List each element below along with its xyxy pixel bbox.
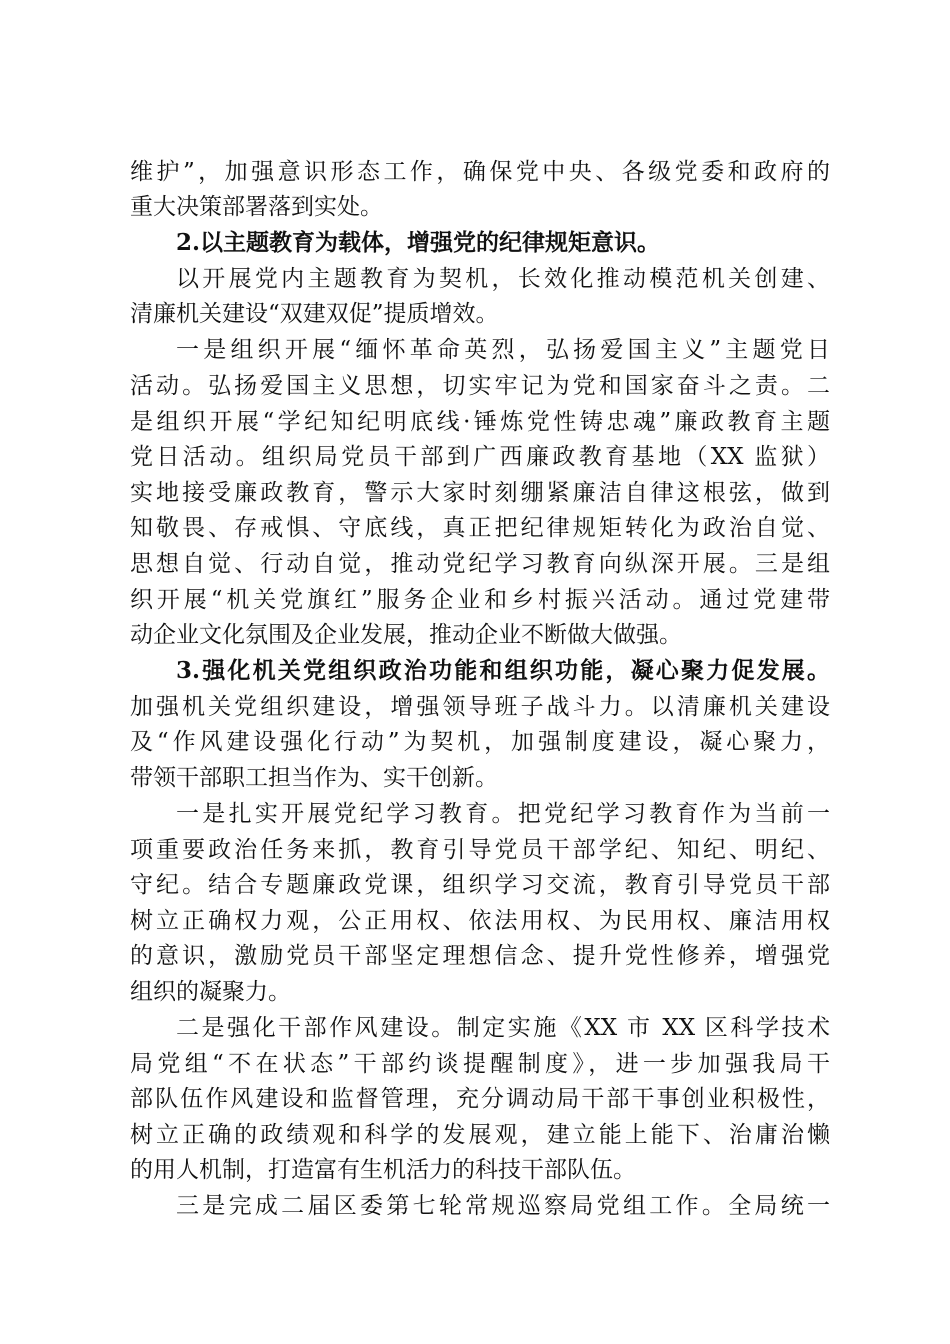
text-line: 加强机关党组织建设，增强领导班子战斗力。以清廉机关建设: [130, 694, 830, 720]
text-line: 一是扎实开展党纪学习教育。把党纪学习教育作为当前一: [176, 801, 830, 827]
text-line: 树立正确权力观，公正用权、依法用权、为民用权、廉洁用权: [130, 908, 830, 934]
text-line: 项重要政治任务来抓，教育引导党员干部学纪、知纪、明纪、: [130, 837, 830, 863]
text-line: 的用人机制，打造富有生机活力的科技干部队伍。: [130, 1157, 636, 1183]
text-line: 思想自觉、行动自觉，推动党纪学习教育向纵深开展。三是组: [130, 551, 830, 577]
text-line: 是组织开展“学纪知纪明底线·锤炼党性铸忠魂”廉政教育主题: [130, 409, 830, 435]
text-line: 动企业文化氛围及企业发展，推动企业不断做大做强。: [130, 622, 682, 648]
section-heading: 3.强化机关党组织政治功能和组织功能，凝心聚力促发展。: [176, 657, 830, 684]
text-line: 维护”，加强意识形态工作，确保党中央、各级党委和政府的: [130, 159, 830, 185]
text-line: 守纪。结合专题廉政党课，组织学习交流，教育引导党员干部: [130, 872, 830, 898]
text-line: 树立正确的政绩观和科学的发展观，建立能上能下、治庸治懒: [130, 1122, 830, 1148]
text-line: 清廉机关建设“双建双促”提质增效。: [130, 301, 499, 327]
text-line: 一是组织开展“缅怀革命英烈，弘扬爱国主义”主题党日: [176, 337, 830, 363]
text-line: 活动。弘扬爱国主义思想，切实牢记为党和国家奋斗之责。二: [130, 373, 830, 399]
text-line: 知敬畏、存戒惧、守底线，真正把纪律规矩转化为政治自觉、: [130, 515, 830, 541]
text-line: 织开展“机关党旗红”服务企业和乡村振兴活动。通过党建带: [130, 587, 830, 613]
text-line: 的意识，激励党员干部坚定理想信念、提升党性修养，增强党: [130, 943, 830, 969]
text-line: 及“作风建设强化行动”为契机，加强制度建设，凝心聚力，: [130, 729, 830, 755]
text-line: 组织的凝聚力。: [130, 979, 291, 1005]
section-heading: 2.以主题教育为载体，增强党的纪律规矩意识。: [176, 229, 661, 256]
text-line: 实地接受廉政教育，警示大家时刻绷紧廉洁自律这根弦，做到: [130, 480, 830, 506]
text-line: 局党组“不在状态”干部约谈提醒制度》，进一步加强我局干: [130, 1051, 830, 1077]
text-line: 党日活动。组织局党员干部到广西廉政教育基地（XX 监狱）: [130, 444, 830, 470]
text-line: 部队伍作风建设和监督管理，充分调动局干部干事创业积极性，: [130, 1086, 830, 1112]
text-line: 重大决策部署落到实处。: [130, 194, 383, 220]
text-line: 二是强化干部作风建设。制定实施《XX 市 XX 区科学技术: [176, 1015, 830, 1041]
text-line: 三是完成二届区委第七轮常规巡察局党组工作。全局统一: [176, 1193, 830, 1219]
text-line: 带领干部职工担当作为、实干创新。: [130, 765, 498, 791]
text-line: 以开展党内主题教育为契机，长效化推动模范机关创建、: [176, 266, 830, 292]
